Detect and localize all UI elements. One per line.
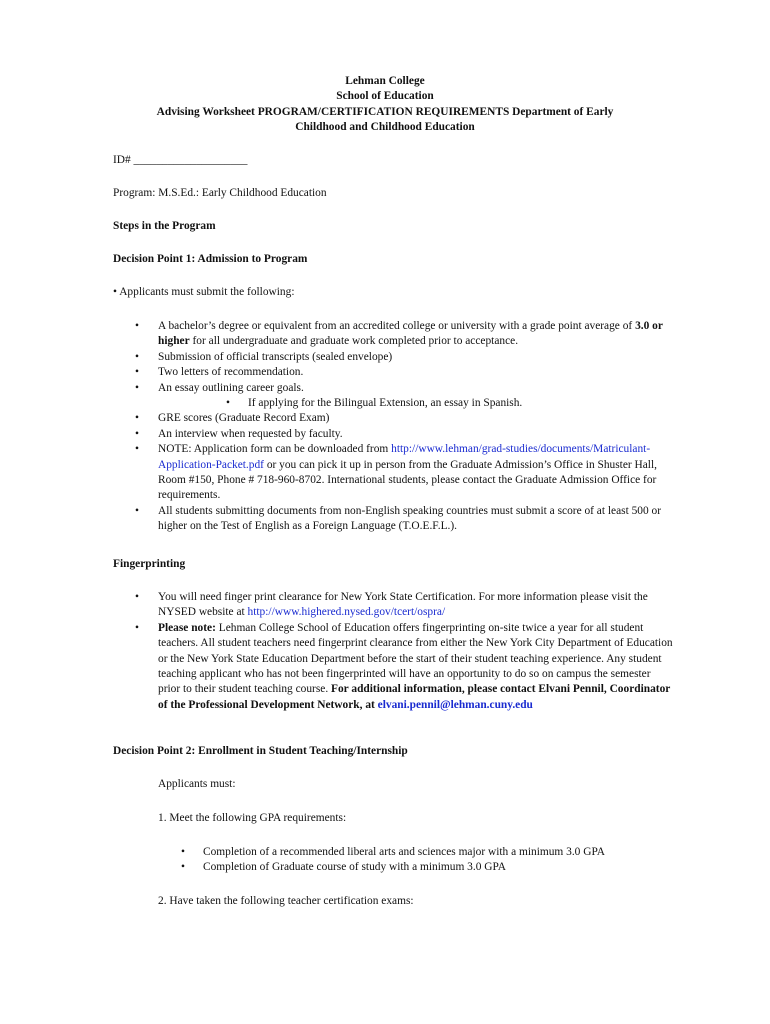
list-item: • An interview when requested by faculty. [113, 427, 673, 442]
steps-heading: Steps in the Program [113, 220, 216, 232]
list-item: • Completion of a recommended liberal arts and sciences major with a minimum 3.0 GPA [158, 845, 673, 860]
application-packet-link[interactable]: http://www.lehman/grad-studies/documents/Matriculant- Application-Packet.pdf [158, 443, 651, 471]
gpa-requirements-item: 1. Meet the following GPA requirements: [158, 812, 347, 824]
fingerprinting-list [113, 590, 673, 713]
college-name: Lehman College [345, 75, 425, 87]
applicants-intro: • Applicants must submit the following: [113, 286, 295, 298]
fingerprinting-heading: Fingerprinting [113, 558, 186, 570]
nysed-link[interactable]: http://www.highered.nysed.gov/tcert/ospra/ [247, 606, 446, 619]
gpa-emphasis: 3.0 or higher [158, 320, 663, 348]
decision-point-2-heading: Decision Point 2: Enrollment in Student Teaching/Internship [113, 745, 408, 757]
sub-list-item: • If applying for the Bilingual Extension, an essay in Spanish. [203, 396, 673, 411]
coordinator-email-link[interactable]: elvani.pennil@lehman.cuny.edu [377, 698, 533, 711]
gpa-requirements-list [113, 845, 673, 876]
list-item: • Submission of official transcripts (sealed envelope) [113, 350, 673, 365]
list-item: • All students submitting documents from non-English speaking countries must submit a score of at least 500 or higher on the Test of English as a Foreign Language (T.O.E.F.L.). [113, 504, 673, 535]
list-item: • Two letters of recommendation. [113, 365, 673, 380]
school-name: School of Education [336, 90, 434, 103]
list-item: • You will need finger print clearance for New York State Certification. For more information please visit the NYSED website at http://www.highered.nysed.gov/tcert/ospra/ [113, 590, 673, 621]
admission-requirements [113, 319, 673, 535]
certification-exams-item: 2. Have taken the following teacher certification exams: [158, 895, 414, 907]
worksheet-title: Advising Worksheet PROGRAM/CERTIFICATION REQUIREMENTS Department of Early [156, 105, 614, 118]
list-item: • Completion of Graduate course of study with a minimum 3.0 GPA [158, 860, 673, 875]
document-header [113, 74, 657, 135]
decision-point-1-heading: Decision Point 1: Admission to Program [113, 253, 308, 265]
department-name: Childhood and Childhood Education [295, 120, 475, 133]
list-item: • GRE scores (Graduate Record Exam) [113, 411, 673, 426]
list-item: • An essay outlining career goals. • If applying for the Bilingual Extension, an essay in Spanish. [113, 381, 673, 412]
list-item: • A bachelor’s degree or equivalent from an accredited college or university with a grade point average of 3.0 or higher for all undergraduate and graduate work completed prior to acceptance. [113, 319, 673, 350]
applicants-must: Applicants must: [158, 778, 236, 790]
id-line: ID# ____________________ [113, 154, 248, 166]
program-line: Program: M.S.Ed.: Early Childhood Education [113, 187, 327, 199]
list-item: • NOTE: Application form can be downloaded from http://www.lehman/grad-studies/documents/Matriculant- Application-Packet.pdf or you can pick it up in person from the Graduate Admission’s Office in Shuster Hall, Room #150, Phone # 718-960-8702. International students, please contact the Graduate Admission Office for requirements. [113, 442, 673, 504]
list-item: • Please note: Lehman College School of Education offers fingerprinting on-site twice a year for all student teachers. All student teachers need fingerprint clearance from either the New York City Department of Education or the New York State Education Department before the start of their student teaching experience. Any student teaching applicant who has not been fingerprinted will have an opportunity to do so on campus the semester prior to their student teaching course. For additional information, please contact Elvani Pennil, Coordinator of the Professional Development Network, at elvani.pennil@lehman.cuny.edu [113, 621, 673, 713]
